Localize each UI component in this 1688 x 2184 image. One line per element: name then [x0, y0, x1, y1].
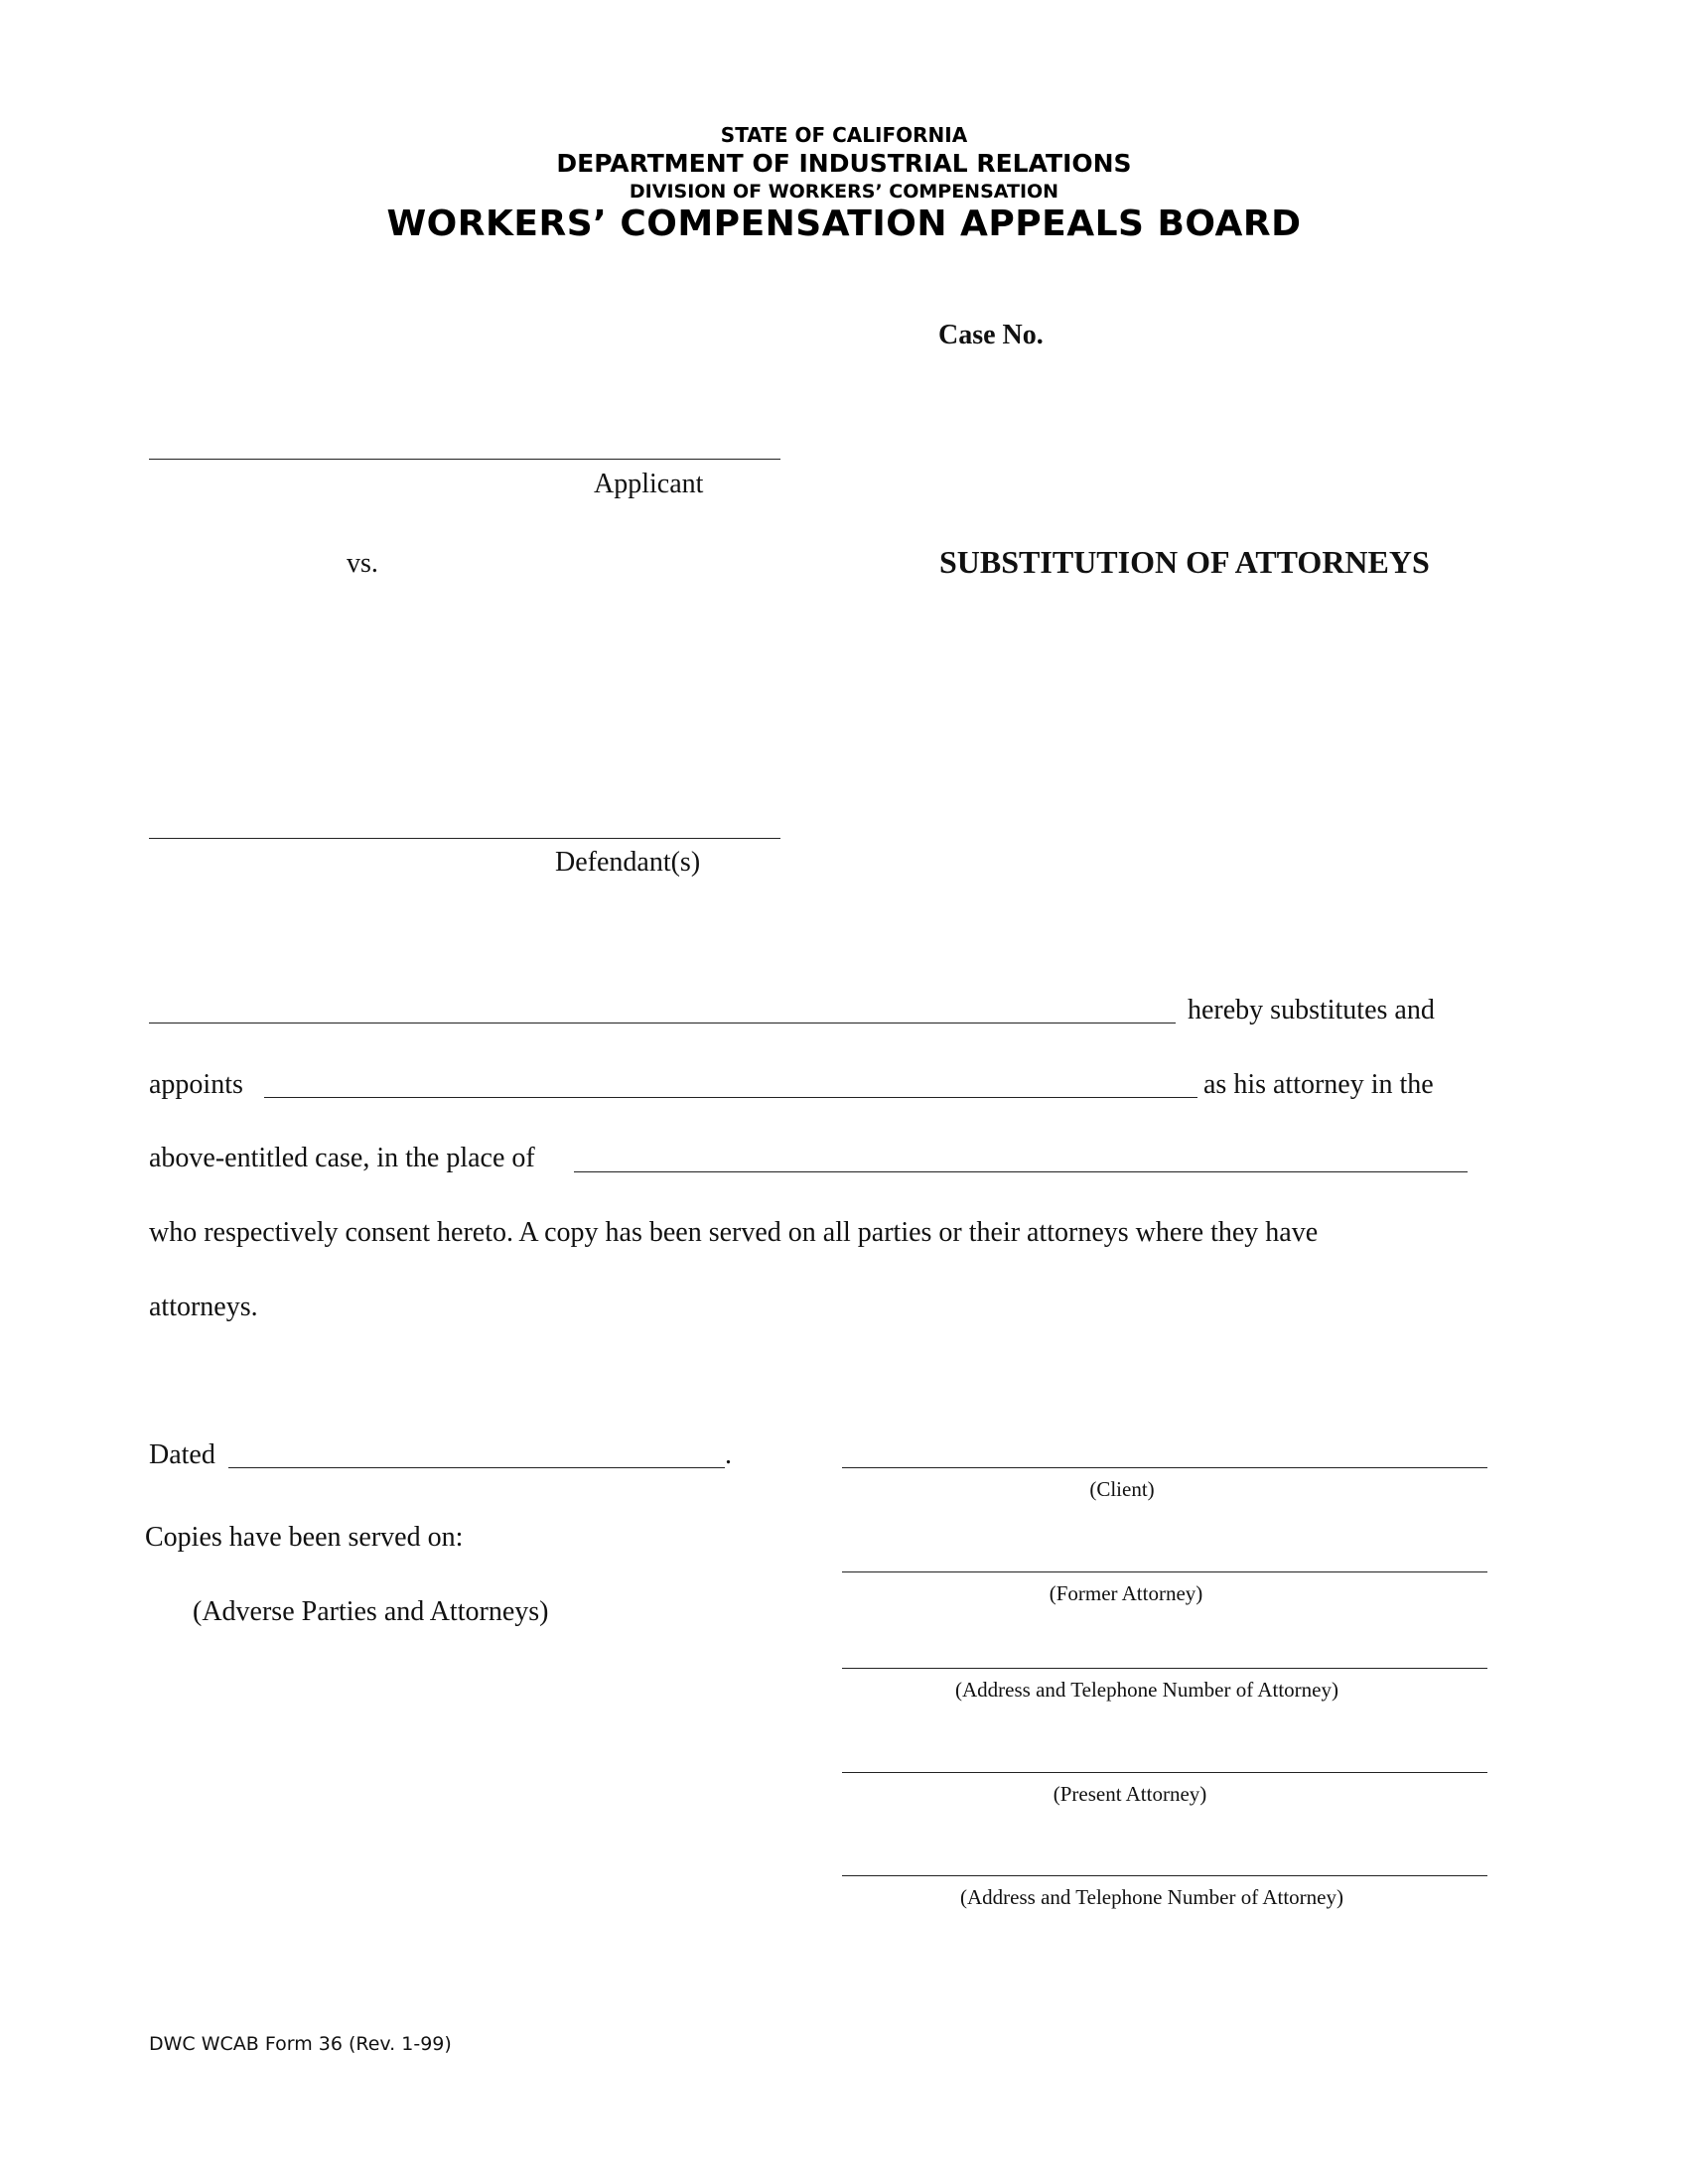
- client-signature-line[interactable]: [842, 1467, 1487, 1468]
- former-attorney-caption: (Former Attorney): [1049, 1581, 1203, 1605]
- present-attorney-address-caption: (Address and Telephone Number of Attorney): [960, 1885, 1343, 1909]
- copies-served-label: Copies have been served on:: [145, 1522, 464, 1553]
- client-name-line[interactable]: [149, 1023, 1176, 1024]
- adverse-parties-label: (Adverse Parties and Attorneys): [193, 1596, 549, 1627]
- header-state: STATE OF CALIFORNIA: [720, 123, 968, 147]
- body-line2-suffix: as his attorney in the: [1203, 1069, 1434, 1100]
- client-caption: (Client): [1089, 1477, 1155, 1501]
- vs-label: vs.: [347, 548, 378, 579]
- applicant-label: Applicant: [594, 469, 704, 499]
- body-line3-prefix: above-entitled case, in the place of: [149, 1143, 535, 1173]
- form-id-footer: DWC WCAB Form 36 (Rev. 1-99): [149, 2033, 452, 2055]
- defendant-line[interactable]: [149, 838, 780, 839]
- dated-period: .: [725, 1439, 732, 1470]
- present-attorney-caption: (Present Attorney): [1053, 1782, 1207, 1806]
- header-board: WORKERS’ COMPENSATION APPEALS BOARD: [386, 204, 1302, 244]
- former-attorney-signature-line[interactable]: [842, 1571, 1487, 1572]
- former-attorney-address-caption: (Address and Telephone Number of Attorney): [955, 1678, 1338, 1702]
- former-attorney-address-line[interactable]: [842, 1668, 1487, 1669]
- header-department: DEPARTMENT OF INDUSTRIAL RELATIONS: [556, 149, 1132, 178]
- dated-label: Dated: [149, 1439, 215, 1470]
- form-title: SUBSTITUTION OF ATTORNEYS: [939, 544, 1430, 580]
- applicant-line[interactable]: [149, 459, 780, 460]
- header-division: DIVISION OF WORKERS’ COMPENSATION: [629, 181, 1059, 203]
- former-attorney-line[interactable]: [574, 1171, 1468, 1172]
- body-line4: who respectively consent hereto. A copy has been served on all parties or their attorneys where they have: [149, 1217, 1319, 1248]
- body-line1-suffix: hereby substitutes and: [1188, 995, 1435, 1025]
- new-attorney-line[interactable]: [264, 1097, 1197, 1098]
- body-line2-prefix: appoints: [149, 1069, 243, 1100]
- case-number-label: Case No.: [938, 320, 1044, 350]
- dated-line[interactable]: [228, 1467, 725, 1468]
- body-line5: attorneys.: [149, 1292, 258, 1322]
- present-attorney-signature-line[interactable]: [842, 1772, 1487, 1773]
- defendant-label: Defendant(s): [555, 847, 701, 878]
- present-attorney-address-line[interactable]: [842, 1875, 1487, 1876]
